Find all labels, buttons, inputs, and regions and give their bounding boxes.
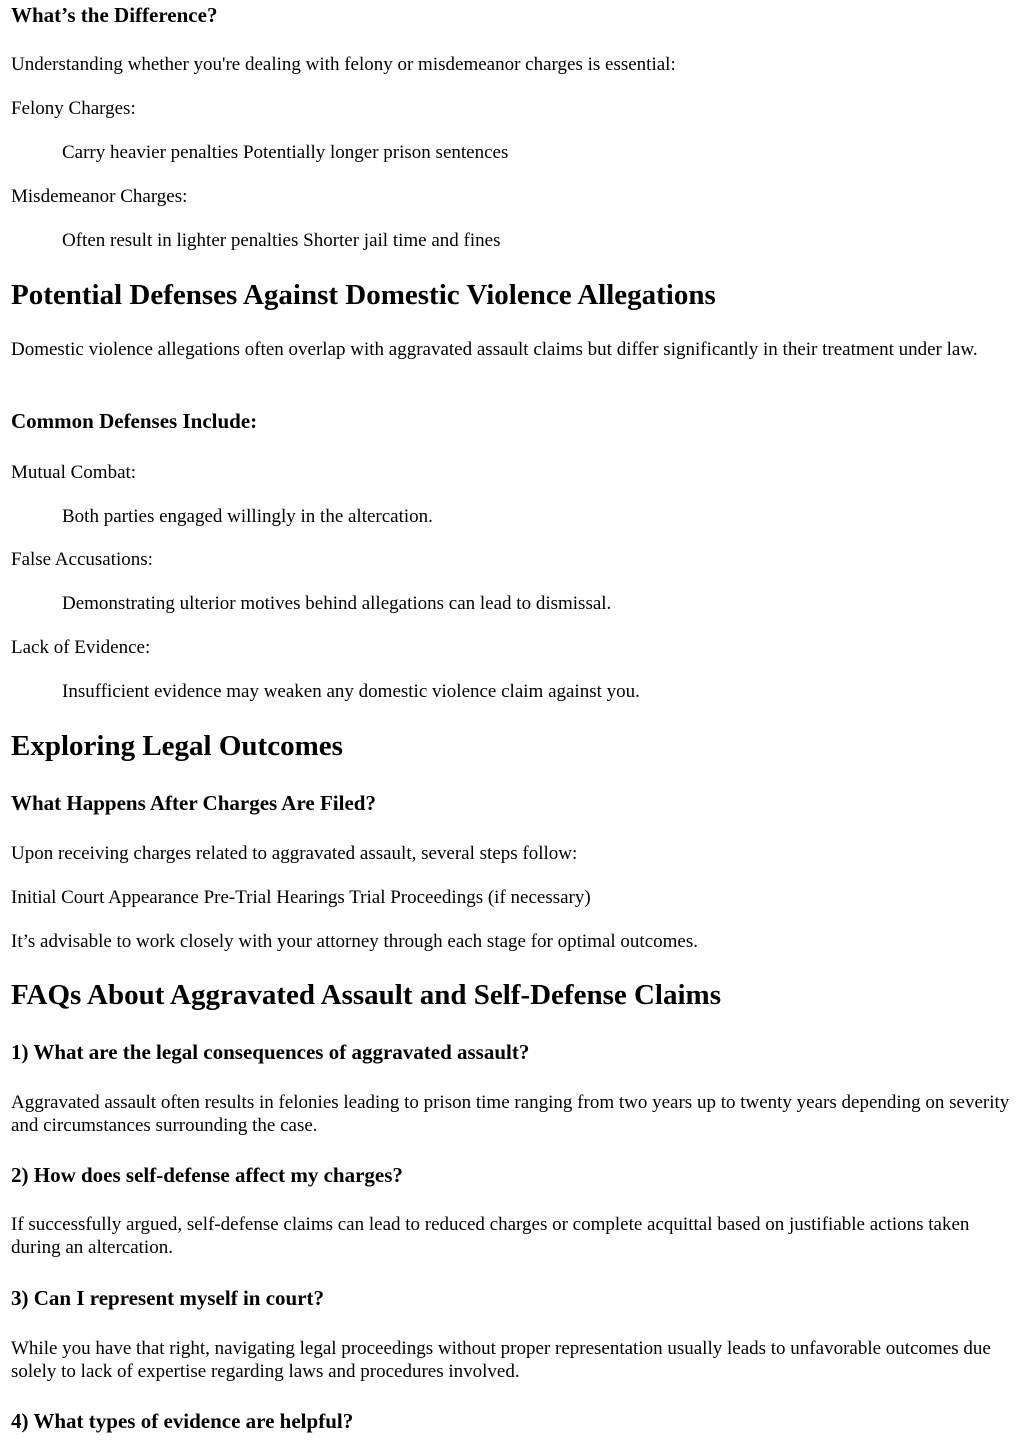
- misdemeanor-description: Often result in lighter penalties Shorter jail time and fines: [62, 230, 501, 251]
- faq-question-3: 3) Can I represent myself in court?: [11, 1286, 325, 1310]
- defense-desc-false-accusations: Demonstrating ulterior motives behind allegations can lead to dismissal.: [62, 593, 612, 614]
- defense-term-mutual-combat: Mutual Combat:: [11, 462, 137, 483]
- faqs-heading: FAQs About Aggravated Assault and Self-Defense Claims: [11, 979, 721, 1011]
- misdemeanor-term: Misdemeanor Charges:: [11, 186, 188, 207]
- faq-answer-2: If successfully argued, self-defense claims can lead to reduced charges or complete acquittal based on justifiable actions taken during an altercation.: [11, 1214, 970, 1258]
- faq-answer-1: Aggravated assault often results in felonies leading to prison time ranging from two years up to twenty years depending on severity and circumstances surrounding the case.: [11, 1092, 1010, 1136]
- outcomes-heading: Exploring Legal Outcomes: [11, 730, 343, 762]
- defenses-heading: Potential Defenses Against Domestic Violence Allegations: [11, 279, 716, 311]
- defense-desc-mutual-combat: Both parties engaged willingly in the altercation.: [62, 506, 433, 527]
- outcomes-subheading: What Happens After Charges Are Filed?: [11, 791, 376, 815]
- outcomes-intro: Upon receiving charges related to aggravated assault, several steps follow:: [11, 843, 578, 864]
- defense-term-lack-of-evidence: Lack of Evidence:: [11, 637, 151, 658]
- faq-question-1: 1) What are the legal consequences of aggravated assault?: [11, 1040, 530, 1064]
- defense-term-false-accusations: False Accusations:: [11, 549, 153, 570]
- defense-desc-lack-of-evidence: Insufficient evidence may weaken any domestic violence claim against you.: [62, 681, 640, 702]
- outcomes-steps: Initial Court Appearance Pre-Trial Hearings Trial Proceedings (if necessary): [11, 887, 591, 908]
- faq-answer-3: While you have that right, navigating legal proceedings without proper representation usually leads to unfavorable outcomes due solely to lack of expertise regarding laws and procedures involved.: [11, 1338, 991, 1382]
- faq-question-2: 2) How does self-defense affect my charges?: [11, 1163, 403, 1187]
- difference-heading: What’s the Difference?: [11, 3, 218, 27]
- difference-intro: Understanding whether you're dealing with felony or misdemeanor charges is essential:: [11, 54, 676, 75]
- faq-question-4: 4) What types of evidence are helpful?: [11, 1409, 354, 1433]
- defenses-subheading: Common Defenses Include:: [11, 409, 258, 433]
- felony-description: Carry heavier penalties Potentially longer prison sentences: [62, 142, 509, 163]
- outcomes-advice: It’s advisable to work closely with your attorney through each stage for optimal outcomes.: [11, 931, 698, 952]
- felony-term: Felony Charges:: [11, 98, 136, 119]
- defenses-intro: Domestic violence allegations often overlap with aggravated assault claims but differ significantly in their treatment under law.: [11, 339, 978, 360]
